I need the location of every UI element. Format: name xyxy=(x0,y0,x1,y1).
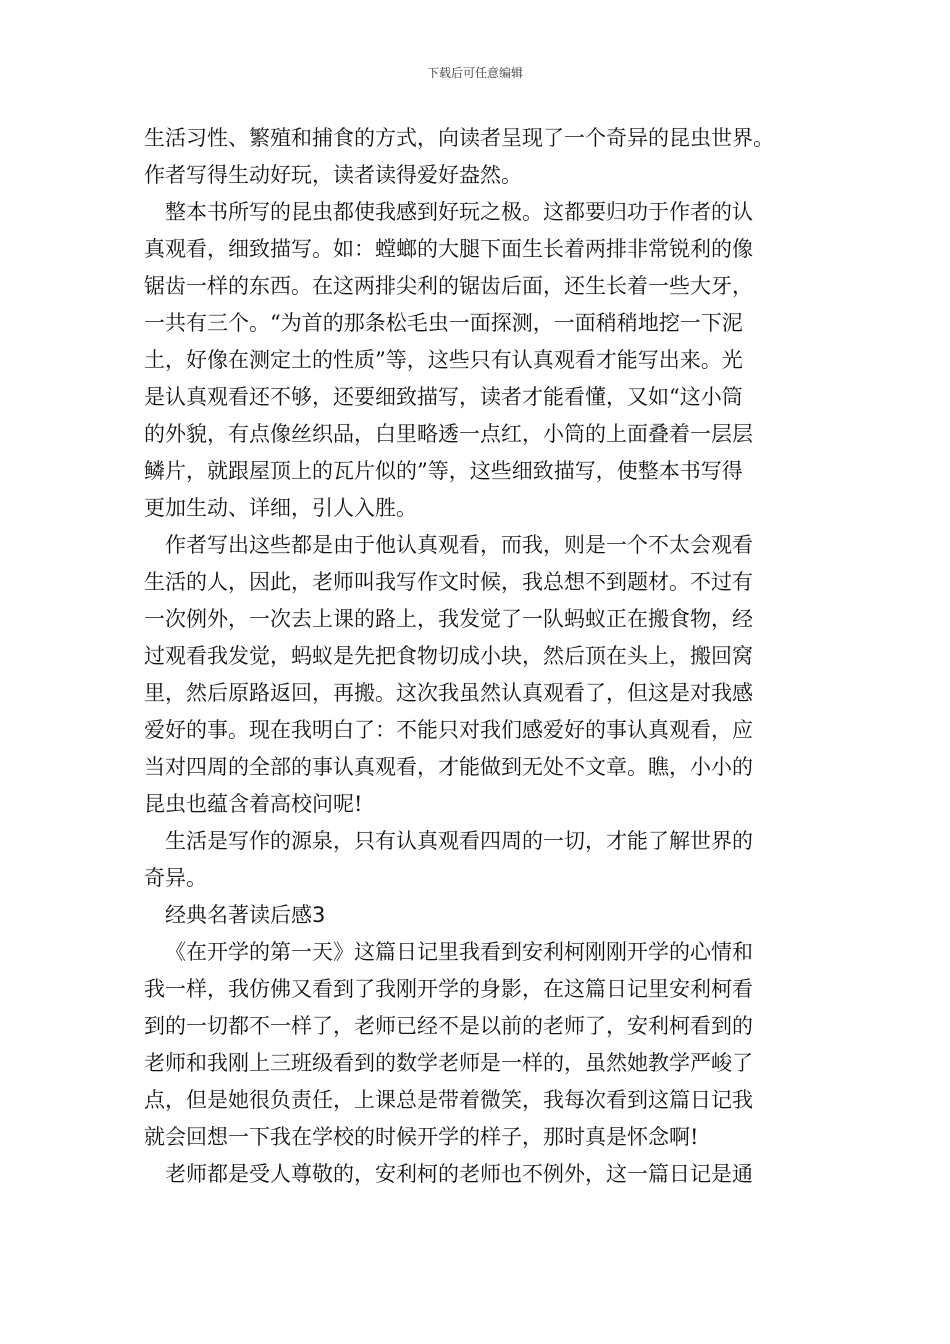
text-line: 作者写出这些都是由于他认真观看，而我，则是一个不太会观看 xyxy=(165,533,753,557)
text-line: 一共有三个。“为首的那条松毛虫一面探测，一面稍稍地挖一下泥 xyxy=(144,311,743,335)
text-line: 到的一切都不一样了，老师已经不是以前的老师了，安利柯看到的 xyxy=(144,1014,753,1038)
text-line: 里，然后原路返回，再搬。这次我虽然认真观看了，但这是对我感 xyxy=(144,681,753,705)
text-line: 我一样，我仿佛又看到了我刚开学的身影，在这篇日记里安利柯看 xyxy=(144,977,753,1001)
text-line: 更加生动、详细，引人入胜。 xyxy=(144,496,417,520)
text-line: 昆虫也蕴含着高校问呢! xyxy=(144,792,363,816)
text-line: 作者写得生动好玩，读者读得爱好盎然。 xyxy=(144,163,522,187)
text-line: 锯齿一样的东西。在这两排尖利的锯齿后面，还生长着一些大牙， xyxy=(144,274,753,298)
text-line: 当对四周的全部的事认真观看，才能做到无处不文章。瞧，小小的 xyxy=(144,755,753,779)
text-line: 是认真观看还不够，还要细致描写，读者才能看懂，又如“这小筒 xyxy=(144,385,743,409)
document-body xyxy=(144,120,814,1193)
text-line: 过观看我发觉，蚂蚁是先把食物切成小块，然后顶在头上，搬回窝 xyxy=(144,644,753,668)
page-header-note: 下载后可任意编辑 xyxy=(426,66,523,80)
section-heading: 经典名著读后感3 xyxy=(165,903,326,927)
text-line: 老师和我刚上三班级看到的数学老师是一样的，虽然她教学严峻了 xyxy=(144,1051,753,1075)
text-line: 真观看，细致描写。如：螳螂的大腿下面生长着两排非常锐利的像 xyxy=(144,237,753,261)
text-line: 土，好像在测定土的性质”等，这些只有认真观看才能写出来。光 xyxy=(144,348,743,372)
text-line: 《在开学的第一天》这篇日记里我看到安利柯刚刚开学的心情和 xyxy=(165,940,753,964)
text-line: 生活的人，因此，老师叫我写作文时候，我总想不到题材。不过有 xyxy=(144,570,753,594)
text-line: 生活习性、繁殖和捕食的方式，向读者呈现了一个奇异的昆虫世界。 xyxy=(144,126,774,150)
text-line: 就会回想一下我在学校的时候开学的样子，那时真是怀念啊! xyxy=(144,1125,699,1149)
text-line: 奇异。 xyxy=(144,866,207,890)
text-line: 整本书所写的昆虫都使我感到好玩之极。这都要归功于作者的认 xyxy=(165,200,753,224)
text-line: 点，但是她很负责任，上课总是带着微笑，我每次看到这篇日记我 xyxy=(144,1088,753,1112)
text-line: 爱好的事。现在我明白了：不能只对我们感爱好的事认真观看，应 xyxy=(144,718,753,742)
text-line: 的外貌，有点像丝织品，白里略透一点红，小筒的上面叠着一层层 xyxy=(144,422,753,446)
text-line: 一次例外，一次去上课的路上，我发觉了一队蚂蚁正在搬食物，经 xyxy=(144,607,753,631)
text-line: 生活是写作的源泉，只有认真观看四周的一切，才能了解世界的 xyxy=(165,829,753,853)
text-line: 鳞片，就跟屋顶上的瓦片似的”等，这些细致描写，使整本书写得 xyxy=(144,459,743,483)
text-line: 老师都是受人尊敬的，安利柯的老师也不例外，这一篇日记是通 xyxy=(165,1162,753,1186)
